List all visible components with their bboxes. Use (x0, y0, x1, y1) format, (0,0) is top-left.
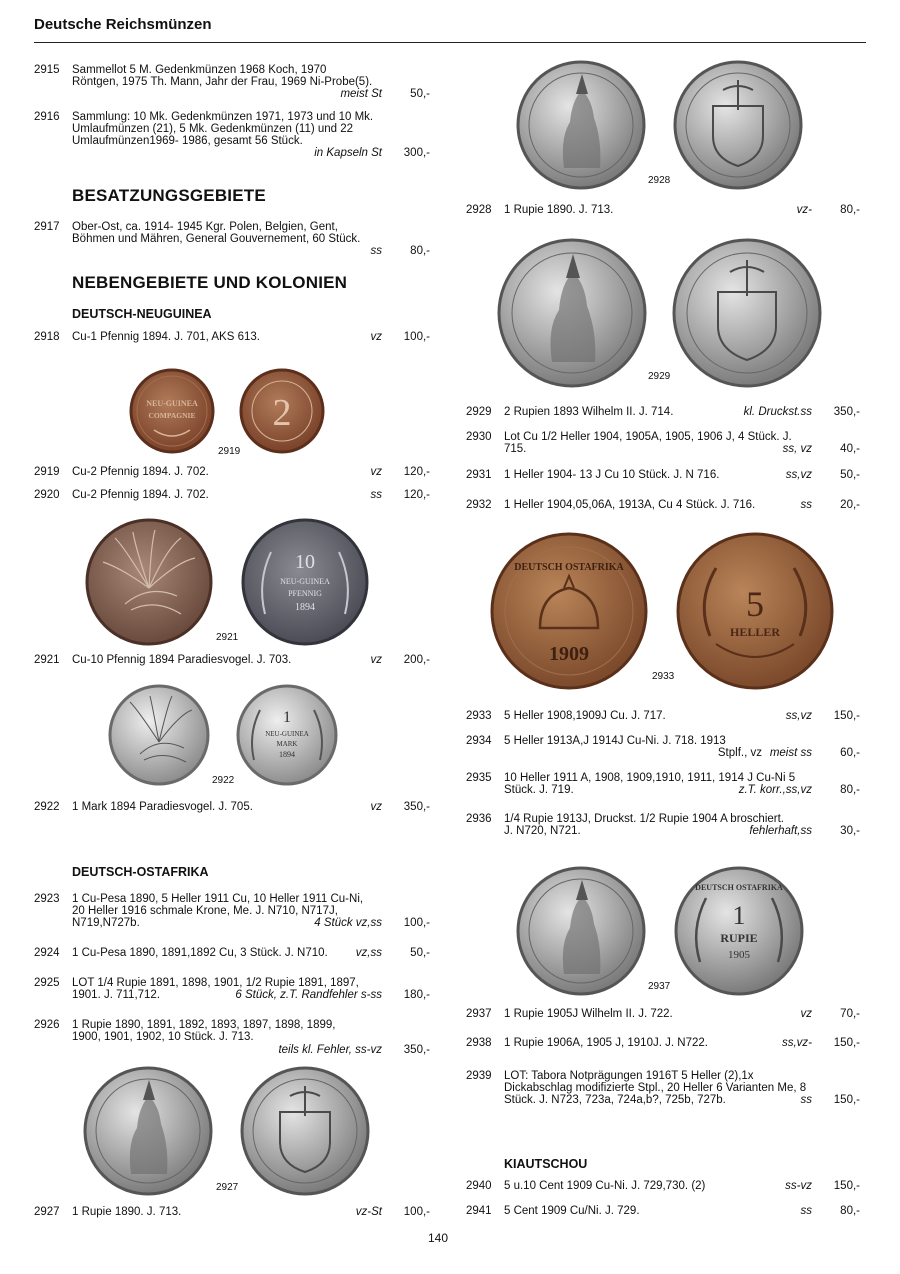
lot-description (72, 466, 372, 478)
lot-2940 (466, 1180, 866, 1194)
lot-2921 (34, 654, 432, 668)
lot-price: 350,- (403, 801, 430, 813)
section-heading-besatzung: BESATZUNGSGEBIETE (72, 186, 266, 205)
lot-price: 80,- (410, 245, 430, 257)
lot-2924 (34, 947, 432, 961)
desc-line: Cu-1 Pfennig 1894. J. 701, AKS 613. (72, 331, 260, 343)
lot-2927 (34, 1206, 432, 1220)
coin-reverse-image (239, 368, 325, 454)
lot-number: 2928 (466, 204, 492, 216)
lot-number: 2939 (466, 1070, 492, 1082)
desc-line: 1 Cu-Pesa 1890, 5 Heller 1911 Cu, 10 Heller 1911 Cu-Ni, (72, 893, 364, 905)
lot-number: 2937 (466, 1008, 492, 1020)
desc-line: 1 Mark 1894 Paradiesvogel. J. 705. (72, 801, 253, 813)
desc-line: 2 Rupien 1893 Wilhelm II. J. 714. (504, 406, 674, 418)
lot-grade: teils kl. Fehler, ss-vz (278, 1044, 382, 1056)
lot-description (504, 1008, 804, 1020)
lot-description (504, 499, 804, 511)
coin-text: DEUTSCH OSTAFRIKA (514, 562, 624, 573)
lot-2936 (466, 813, 866, 839)
image-caption: 2922 (212, 775, 235, 786)
lot-description (504, 1205, 804, 1217)
lot-price: 120,- (403, 466, 430, 478)
lot-number: 2930 (466, 431, 492, 443)
lot-grade: ss,vz- (781, 1037, 812, 1049)
desc-line: 1/4 Rupie 1913J, Druckst. 1/2 Rupie 1904 A broschiert. (504, 813, 784, 825)
lot-description (72, 111, 384, 147)
coin-text: 1909 (549, 643, 589, 665)
lot-number: 2919 (34, 466, 60, 478)
coin-text: 5 (746, 584, 764, 624)
coin-text: NEU-GUINEA (280, 577, 330, 586)
image-caption: 2928 (648, 175, 671, 186)
desc-line: Cu-10 Pfennig 1894 Paradiesvogel. J. 703. (72, 654, 292, 666)
lot-grade: in Kapseln St (314, 147, 382, 159)
lot-description (504, 1180, 804, 1192)
lot-price: 150,- (833, 710, 860, 722)
lot-2918 (34, 331, 432, 345)
lot-2938 (466, 1037, 866, 1051)
coin-text: 1894 (295, 602, 315, 613)
desc-line: Stück. J. 719. (504, 784, 574, 796)
lot-grade: ss, vz (782, 443, 812, 455)
lot-price: 150,- (833, 1094, 860, 1106)
lot-number: 2941 (466, 1205, 492, 1217)
lot-grade: vz (370, 654, 382, 666)
coin-text: HELLER (729, 625, 781, 639)
desc-line: 1 Heller 1904,05,06A, 1913A, Cu 4 Stück. J. 716. (504, 499, 756, 511)
coin-text: 1905 (728, 949, 750, 961)
desc-line: Lot Cu 1/2 Heller 1904, 1905A, 1905, 1906 J, 4 Stück. J. (504, 431, 792, 443)
lot-number: 2915 (34, 64, 60, 76)
desc-line: 1901. J. 711,712. (72, 989, 161, 1001)
subsection-heading-kiautschou: KIAUTSCHOU (504, 1157, 588, 1171)
coin-obverse-image (108, 684, 210, 786)
lot-price: 50,- (410, 947, 430, 959)
lot-description (72, 1019, 384, 1043)
lot-2926 (34, 1019, 432, 1059)
lot-grade: vz (370, 801, 382, 813)
lot-grade: 4 Stück vz,ss (314, 917, 382, 929)
desc-line: LOT 1/4 Rupie 1891, 1898, 1901, 1/2 Rupie 1891, 1897, (72, 977, 359, 989)
lot-description (504, 735, 754, 747)
image-caption: 2919 (218, 446, 241, 457)
lot-2929 (466, 406, 866, 420)
lot-price: 150,- (833, 1037, 860, 1049)
lot-description (72, 221, 384, 245)
lot-price: 80,- (840, 1205, 860, 1217)
lot-grade: ss (370, 245, 382, 257)
lot-description (504, 204, 804, 216)
lot-2931 (466, 469, 866, 483)
lot-number: 2934 (466, 735, 492, 747)
lot-2932 (466, 499, 866, 513)
lot-2922 (34, 801, 432, 815)
lot-price: 80,- (840, 204, 860, 216)
lot-number: 2931 (466, 469, 492, 481)
lot-price: 40,- (840, 443, 860, 455)
lot-price: 120,- (403, 489, 430, 501)
lot-grade: ss,vz (785, 469, 812, 481)
lot-description (72, 947, 372, 959)
lot-number: 2927 (34, 1206, 60, 1218)
lot-grade: vz,ss (355, 947, 382, 959)
desc-line: 20 Heller 1916 schmale Krone, Me. J. N710, N717J, (72, 905, 338, 917)
desc-line: J. N720, N721. (504, 825, 581, 837)
desc-line: 10 Heller 1911 A, 1908, 1909,1910, 1911, 1914 J Cu-Ni 5 (504, 772, 796, 784)
desc-line: 1900, 1901, 1902, 10 Stück. J. 713. (72, 1031, 254, 1043)
lot-number: 2940 (466, 1180, 492, 1192)
coin-reverse-image (241, 518, 369, 646)
desc-line: 1 Rupie 1905J Wilhelm II. J. 722. (504, 1008, 673, 1020)
lot-grade: ss,vz (785, 710, 812, 722)
lot-number: 2926 (34, 1019, 60, 1031)
coin-reverse-image (674, 866, 804, 996)
lot-description (504, 1070, 816, 1106)
page-number: 140 (428, 1231, 449, 1245)
coin-obverse-image (516, 60, 646, 190)
desc-line: Ober-Ost, ca. 1914- 1945 Kgr. Polen, Belgien, Gent, (72, 221, 338, 233)
lot-2919 (34, 466, 432, 480)
coin-obverse-image (497, 238, 647, 388)
lot-2928 (466, 204, 866, 218)
coin-reverse-image (673, 60, 803, 190)
subsection-heading-ostafrika: DEUTSCH-OSTAFRIKA (72, 865, 209, 879)
lot-grade: ss (800, 1205, 812, 1217)
image-caption: 2927 (216, 1182, 239, 1193)
lot-number: 2938 (466, 1037, 492, 1049)
svg-text:COMPAGNIE: COMPAGNIE (148, 411, 196, 420)
coin-reverse-image (240, 1066, 370, 1196)
desc-line: 5 Cent 1909 Cu/Ni. J. 729. (504, 1205, 640, 1217)
lot-grade: meist St (340, 88, 382, 100)
lot-2915 (34, 64, 432, 100)
coin-text: 1 (732, 901, 746, 930)
lot-price: 80,- (840, 784, 860, 796)
svg-text:NEU-GUINEA: NEU-GUINEA (146, 399, 198, 408)
lot-price: 30,- (840, 825, 860, 837)
coin-obverse-image (516, 866, 646, 996)
lot-price: 50,- (840, 469, 860, 481)
image-caption: 2929 (648, 371, 671, 382)
lot-description (72, 489, 372, 501)
lot-2933 (466, 710, 866, 724)
lot-description (72, 801, 372, 813)
lot-grade: ss (800, 1094, 812, 1106)
coin-text: 1 (283, 709, 291, 726)
lot-2935 (466, 772, 866, 798)
lot-price: 200,- (403, 654, 430, 666)
lot-2937 (466, 1008, 866, 1022)
lot-description (504, 431, 816, 455)
lot-2917 (34, 221, 432, 257)
coin-text: MARK (276, 740, 298, 748)
lot-description (504, 469, 804, 481)
lot-description (72, 1206, 372, 1218)
lot-number: 2920 (34, 489, 60, 501)
desc-line: Umlaufmünzen (21), 5 Mk. Gedenkmünzen (11) und 22 (72, 123, 354, 135)
lot-description (504, 710, 804, 722)
desc-line: Umlaufmünzen1969- 1986, gesamt 56 Stück. (72, 135, 303, 147)
coin-text: NEU-GUINEA (265, 730, 309, 738)
lot-number: 2923 (34, 893, 60, 905)
lot-grade: z.T. korr.,ss,vz (738, 784, 812, 796)
image-caption: 2937 (648, 981, 671, 992)
lot-number: 2918 (34, 331, 60, 343)
lot-price: 150,- (833, 1180, 860, 1192)
lot-number: 2925 (34, 977, 60, 989)
desc-line: Cu-2 Pfennig 1894. J. 702. (72, 466, 209, 478)
desc-line: 1 Cu-Pesa 1890, 1891,1892 Cu, 3 Stück. J. N710. (72, 947, 328, 959)
coin-text: 10 (295, 551, 315, 573)
lot-grade: fehlerhaft,ss (749, 825, 812, 837)
lot-description (72, 654, 372, 666)
lot-2939 (466, 1070, 866, 1110)
coin-obverse-image (490, 532, 648, 690)
lot-price: 100,- (403, 917, 430, 929)
desc-line: Sammlung: 10 Mk. Gedenkmünzen 1971, 1973 und 10 Mk. (72, 111, 374, 123)
desc-line: 1 Rupie 1890. J. 713. (504, 204, 614, 216)
lot-number: 2933 (466, 710, 492, 722)
lot-desc-tail: Stplf., vz (717, 747, 762, 759)
lot-grade: 6 Stück, z.T. Randfehler s-ss (235, 989, 382, 1001)
desc-line: 1 Rupie 1906A, 1905 J, 1910J. J. N722. (504, 1037, 708, 1049)
coin-text: RUPIE (720, 931, 758, 945)
lot-number: 2921 (34, 654, 60, 666)
image-caption: 2933 (652, 671, 675, 682)
lot-price: 300,- (403, 147, 430, 159)
lot-description (72, 331, 372, 343)
lot-price: 60,- (840, 747, 860, 759)
lot-grade: ss (800, 499, 812, 511)
desc-line: Cu-2 Pfennig 1894. J. 702. (72, 489, 209, 501)
lot-grade: ss-vz (785, 1180, 812, 1192)
lot-number: 2924 (34, 947, 60, 959)
section-heading-kolonien: NEBENGEBIETE UND KOLONIEN (72, 273, 348, 292)
coin-reverse-image (676, 532, 834, 690)
lot-price: 20,- (840, 499, 860, 511)
desc-line: Sammellot 5 M. Gedenkmünzen 1968 Koch, 1970 (72, 64, 327, 76)
lot-number: 2922 (34, 801, 60, 813)
lot-price: 350,- (403, 1044, 430, 1056)
lot-number: 2935 (466, 772, 492, 784)
lot-grade: ss (370, 489, 382, 501)
lot-number: 2916 (34, 111, 60, 123)
lot-description (72, 64, 384, 88)
lot-grade: vz (370, 466, 382, 478)
svg-text:2: 2 (272, 392, 292, 434)
lot-grade: meist ss (769, 747, 812, 759)
subsection-heading-neuguinea: DEUTSCH-NEUGUINEA (72, 307, 212, 321)
coin-obverse-image (85, 518, 213, 646)
lot-2923 (34, 893, 432, 933)
lot-price: 100,- (403, 1206, 430, 1218)
coin-text: DEUTSCH OSTAFRIKA (695, 883, 783, 892)
desc-line: 715. (504, 443, 527, 455)
lot-number: 2929 (466, 406, 492, 418)
header-title: Deutsche Reichsmünzen (34, 16, 212, 33)
desc-line: Dickabschlag modifizierte Stpl., 20 Heller 6 Varianten Me, 8 (504, 1082, 807, 1094)
lot-number: 2936 (466, 813, 492, 825)
coin-reverse-image (672, 238, 822, 388)
lot-grade: vz-St (355, 1206, 382, 1218)
lot-price: 180,- (403, 989, 430, 1001)
desc-line: 1 Heller 1904- 13 J Cu 10 Stück. J. N 716. (504, 469, 720, 481)
lot-number: 2932 (466, 499, 492, 511)
lot-price: 100,- (403, 331, 430, 343)
lot-price: 50,- (410, 88, 430, 100)
lot-grade: kl. Druckst.ss (743, 406, 812, 418)
lot-2930 (466, 431, 866, 457)
lot-grade: vz (800, 1008, 812, 1020)
lot-description (504, 1037, 804, 1049)
lot-grade: vz (370, 331, 382, 343)
image-caption: 2921 (216, 632, 239, 643)
lot-price: 350,- (833, 406, 860, 418)
lot-number: 2917 (34, 221, 60, 233)
header-rule (34, 42, 866, 43)
lot-2920 (34, 489, 432, 503)
lot-2941 (466, 1205, 866, 1219)
lot-2916 (34, 111, 432, 159)
desc-line: 5 Heller 1908,1909J Cu. J. 717. (504, 710, 666, 722)
lot-2934 (466, 735, 866, 761)
desc-line: N719,N727b. (72, 917, 140, 929)
desc-line: 1 Rupie 1890. J. 713. (72, 1206, 182, 1218)
desc-line: 5 u.10 Cent 1909 Cu-Ni. J. 729,730. (2) (504, 1180, 706, 1192)
lot-2925 (34, 977, 432, 1003)
desc-line: LOT: Tabora Notprägungen 1916T 5 Heller (2),1x (504, 1070, 754, 1082)
coin-obverse-image (83, 1066, 213, 1196)
desc-line: Böhmen und Mähren, General Gouvernement, 60 Stück. (72, 233, 361, 245)
desc-line: Stück. J. N723, 723a, 724a,b?, 725b, 727b. (504, 1094, 726, 1106)
coin-text: 1894 (279, 750, 295, 759)
desc-line: 5 Heller 1913A,J 1914J Cu-Ni. J. 718. 1913 (504, 735, 726, 747)
lot-price: 70,- (840, 1008, 860, 1020)
coin-text: PFENNIG (288, 589, 322, 598)
desc-line: 1 Rupie 1890, 1891, 1892, 1893, 1897, 1898, 1899, (72, 1019, 336, 1031)
lot-grade: vz- (796, 204, 812, 216)
coin-obverse-image (129, 368, 215, 454)
coin-reverse-image (236, 684, 338, 786)
desc-line: Röntgen, 1975 Th. Mann, Jahr der Frau, 1969 Ni-Probe(5). (72, 76, 373, 88)
